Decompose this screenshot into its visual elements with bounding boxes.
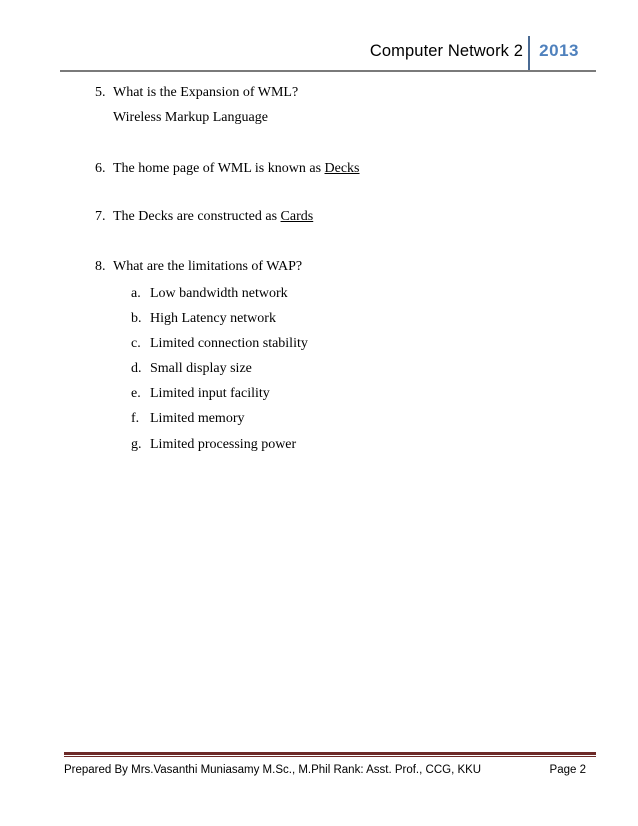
question-answer-underlined: Decks: [324, 161, 360, 176]
list-item-letter: e.: [131, 386, 141, 401]
list-item-text: Limited processing power: [150, 437, 297, 452]
question-prefix: The Decks are constructed as: [113, 209, 281, 224]
question-text: [113, 161, 360, 177]
question-number: 6.: [95, 161, 106, 176]
list-item-letter: d.: [131, 361, 142, 376]
list-item-letter: b.: [131, 311, 142, 326]
list-item-letter: c.: [131, 336, 141, 351]
footer-rule: [64, 752, 596, 755]
footer-author: Prepared By Mrs.Vasanthi Muniasamy M.Sc., M.Phil Rank: Asst. Prof., CCG, KKU: [64, 764, 482, 776]
list-item-text: Low bandwidth network: [150, 286, 288, 301]
header-year: 2013: [539, 41, 579, 60]
page-header: [60, 34, 596, 72]
question-prefix: The home page of WML is known as: [113, 161, 325, 176]
list-item-text: Limited memory: [150, 411, 245, 426]
list-item-text: Limited input facility: [150, 386, 270, 401]
list-item-letter: a.: [131, 286, 141, 301]
question-text: What are the limitations of WAP?: [113, 259, 303, 274]
question-answer-underlined: Cards: [280, 209, 314, 224]
list-item-text: Small display size: [150, 361, 252, 376]
header-title: Computer Network 2: [369, 42, 523, 60]
list-item-letter: g.: [131, 437, 142, 452]
page-footer: [64, 752, 596, 782]
question-answer: Wireless Markup Language: [113, 110, 268, 125]
question-text: What is the Expansion of WML?: [113, 85, 299, 100]
page-number: Page 2: [549, 764, 586, 776]
header-rule: [60, 70, 596, 72]
list-item-letter: f.: [131, 411, 140, 426]
footer-rule-thin: [64, 756, 596, 757]
list-item-text: Limited connection stability: [150, 336, 308, 351]
header-divider: [528, 36, 530, 70]
question-number: 5.: [95, 85, 106, 100]
question-text: [113, 209, 313, 225]
list-item-text: High Latency network: [150, 311, 276, 326]
question-number: 8.: [95, 259, 106, 274]
question-number: 7.: [95, 209, 106, 224]
